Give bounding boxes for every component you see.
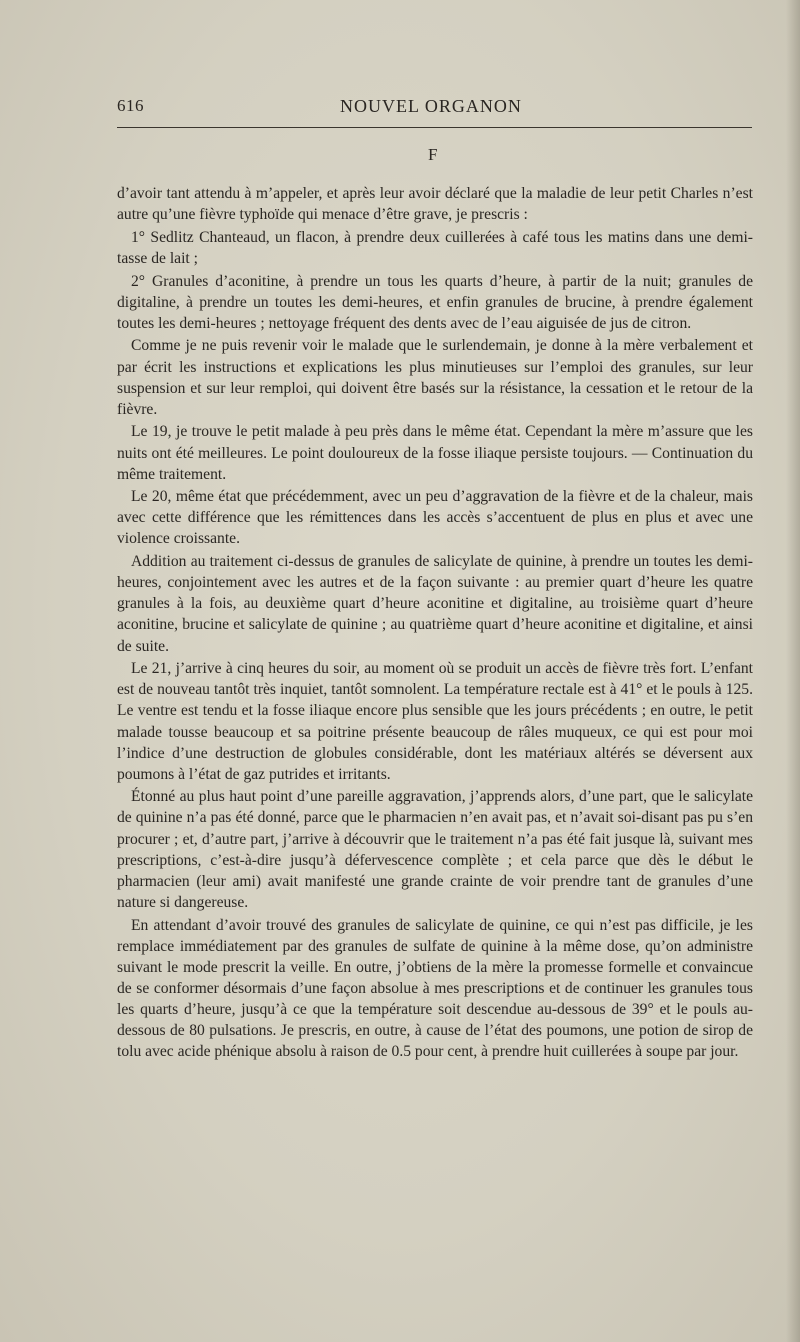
paragraph: d’avoir tant attendu à m’appeler, et après leur avoir déclaré que la maladie de leur petit Charles n’est autre qu’une fièvre typhoïde qui menace d’être grave, je prescris : — [117, 185, 753, 224]
paragraph: 1° Sedlitz Chanteaud, un flacon, à prendre deux cuillerées à café tous les matins dans une demi-tasse de lait ; — [117, 228, 753, 267]
paragraph: Le 21, j’arrive à cinq heures du soir, au moment où se produit un accès de fièvre très fort. L’enfant est de nouveau tantôt très inquiet, tantôt somnolent. La température rectale est à 41° et le pouls à 125. Le ventre est tendu et la fosse iliaque encore plus sensible que les jours précédents ; en outre, le petit malade tousse beaucoup et sa poitrine présente beaucoup de râles muqueux, ce qui est pour moi l’indice d’une destruction de globules considérable, dont les matériaux altérés se déversent aux poumons à l’état de gaz putrides et irritants. — [117, 660, 753, 783]
page-edge-shadow — [786, 0, 800, 1342]
paragraph: 2° Granules d’aconitine, à prendre un tous les quarts d’heure, à partir de la nuit; granules de digitaline, à prendre un toutes les demi-heures, et enfin granules de brucine, à prendre également toutes les demi-heures ; nettoyage fréquent des dents avec de l’eau aiguisée de jus de citron. — [117, 272, 753, 332]
page-header — [117, 96, 752, 120]
body-text — [117, 183, 753, 1064]
running-title: NOUVEL ORGANON — [340, 96, 522, 116]
paragraph: Étonné au plus haut point d’une pareille aggravation, j’apprends alors, d’une part, que le salicylate de quinine n’a pas été donné, parce que le pharmacien n’en avait pas, et n’avait soi-disant pas pu s’en procurer ; et, d’autre part, j’arrive à découvrir que le traitement n’a pas été fait jusque là, suivant mes prescriptions, c’est-à-dire jusqu’à défervescence complète ; et cela parce que dès le début le pharmacien (leur ami) avait manifesté une grande crainte de voir prendre tant de granules d’une nature si dangereuse. — [117, 788, 753, 911]
header-rule — [117, 127, 752, 128]
signature-mark: F — [428, 145, 438, 164]
paragraph: Addition au traitement ci-dessus de granules de salicylate de quinine, à prendre un toutes les demi-heures, conjointement avec les autres et de la façon suivante : au premier quart d’heure les quatre granules à la fois, au deuxième quart d’heure aconitine et digitaline, au troisième quart d’heure aconitine, brucine et salicylate de quinine ; au quatrième quart d’heure aconitine et digitaline, et ainsi de suite. — [117, 553, 753, 655]
paragraph: En attendant d’avoir trouvé des granules de salicylate de quinine, ce qui n’est pas difficile, je les remplace immédiatement par des granules de sulfate de quinine à la même dose, qu’on administre suivant le mode prescrit la veille. En outre, j’obtiens de la mère la promesse formelle et convaincue de se conformer désormais d’une façon absolue à mes prescriptions et de continuer les granules tous les quarts d’heure, jusqu’à ce que la température soit descendue au-dessous de 39° et le pouls au-dessous de 80 pulsations. Je prescris, en outre, à cause de l’état des poumons, une potion de sirop de tolu avec acide phénique absolu à raison de 0.5 pour cent, à prendre huit cuillerées à soupe par jour. — [117, 916, 753, 1061]
paragraph: Le 20, même état que précédemment, avec un peu d’aggravation de la fièvre et de la chaleur, mais avec cette différence que les rémittences dans les accès s’accentuent de plus en plus et avec une violence croissante. — [117, 488, 753, 548]
page-number: 616 — [117, 96, 144, 115]
paragraph: Le 19, je trouve le petit malade à peu près dans le même état. Cependant la mère m’assure que les nuits ont été meilleures. Le point douloureux de la fosse iliaque persiste toujours. — Continuation du même traitement. — [117, 423, 753, 483]
paragraph: Comme je ne puis revenir voir le malade que le surlendemain, je donne à la mère verbalement et par écrit les instructions et explications les plus minutieuses sur l’emploi des granules, sur leur suspension et sur leur remploi, qui doivent être basés sur la résistance, la cessation et le retour de la fièvre. — [117, 337, 753, 418]
